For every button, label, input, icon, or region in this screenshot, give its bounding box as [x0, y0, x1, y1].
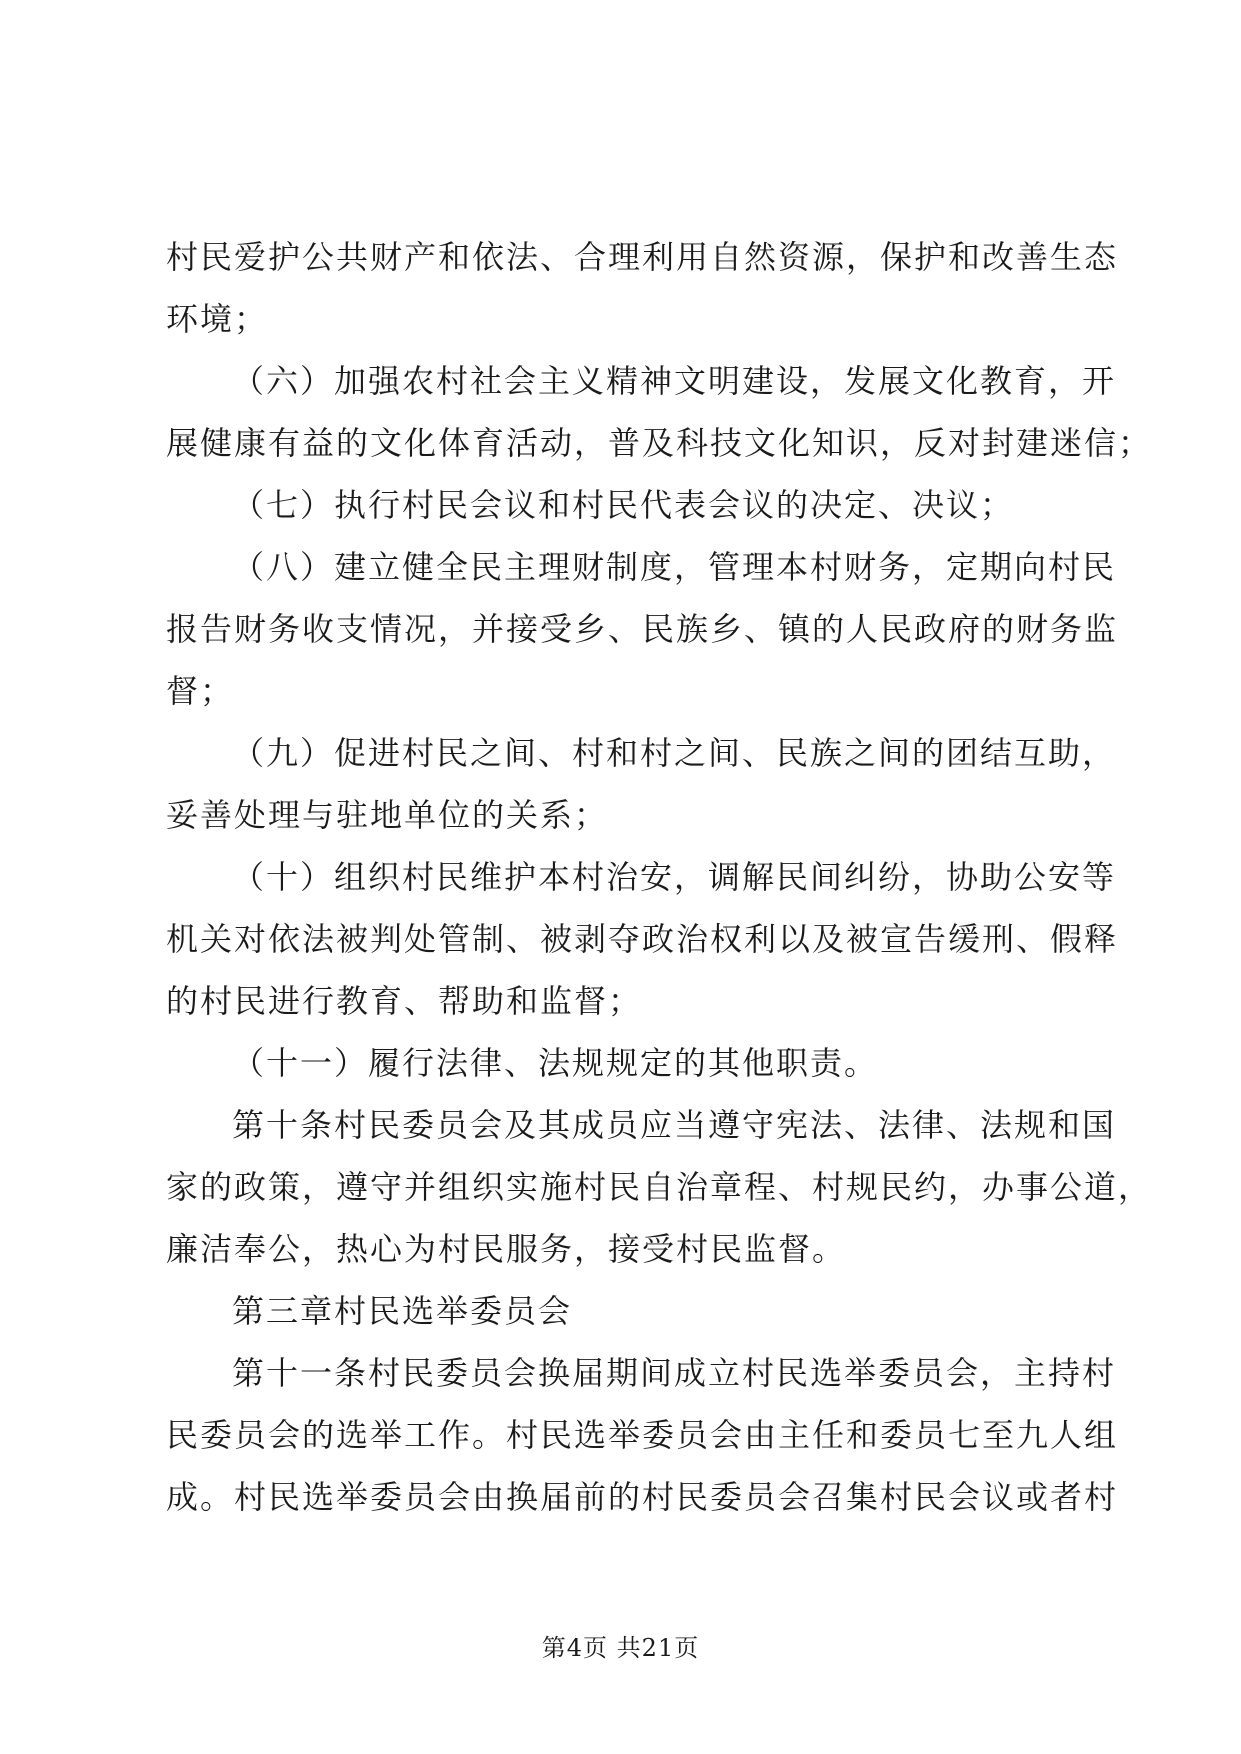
- text-line: 成。村民选举委员会由换届前的村民委员会召集村民会议或者村: [166, 1478, 1119, 1516]
- text-line: 第十条村民委员会及其成员应当遵守宪法、法律、法规和国: [232, 1106, 1117, 1144]
- text-line: 机关对依法被判处管制、被剥夺政治权利以及被宣告缓刑、假释: [166, 920, 1119, 958]
- text-line: 廉洁奉公，热心为村民服务，接受村民监督。: [166, 1230, 847, 1268]
- text-line: 村民爱护公共财产和依法、合理利用自然资源，保护和改善生态: [166, 238, 1119, 276]
- text-line: （十一）履行法律、法规规定的其他职责。: [232, 1044, 879, 1082]
- text-line: 环境；: [166, 300, 269, 338]
- page-number-footer: 第4页 共21页: [541, 1634, 700, 1662]
- text-line: （十）组织村民维护本村治安，调解民间纠纷，协助公安等: [232, 858, 1117, 896]
- text-line: 督；: [166, 672, 235, 710]
- text-line: （七）执行村民会议和村民代表会议的决定、决议；: [232, 486, 1015, 524]
- text-line: 第十一条村民委员会换届期间成立村民选举委员会，主持村: [232, 1354, 1117, 1392]
- text-line: （八）建立健全民主理财制度，管理本村财务，定期向村民: [232, 548, 1117, 586]
- text-line: 的村民进行教育、帮助和监督；: [166, 982, 643, 1020]
- chapter-heading: 第三章村民选举委员会: [232, 1292, 573, 1330]
- text-line: 民委员会的选举工作。村民选举委员会由主任和委员七至九人组: [166, 1416, 1119, 1454]
- text-line: 展健康有益的文化体育活动，普及科技文化知识，反对封建迷信；: [166, 424, 1153, 462]
- text-line: （六）加强农村社会主义精神文明建设，发展文化教育，开: [232, 362, 1117, 400]
- text-line: 妥善处理与驻地单位的关系；: [166, 796, 609, 834]
- text-line: 家的政策，遵守并组织实施村民自治章程、村规民约，办事公道，: [166, 1168, 1153, 1206]
- document-body: [166, 226, 1153, 1528]
- text-line: （九）促进村民之间、村和村之间、民族之间的团结互助，: [232, 734, 1117, 772]
- text-line: 报告财务收支情况，并接受乡、民族乡、镇的人民政府的财务监: [166, 610, 1119, 648]
